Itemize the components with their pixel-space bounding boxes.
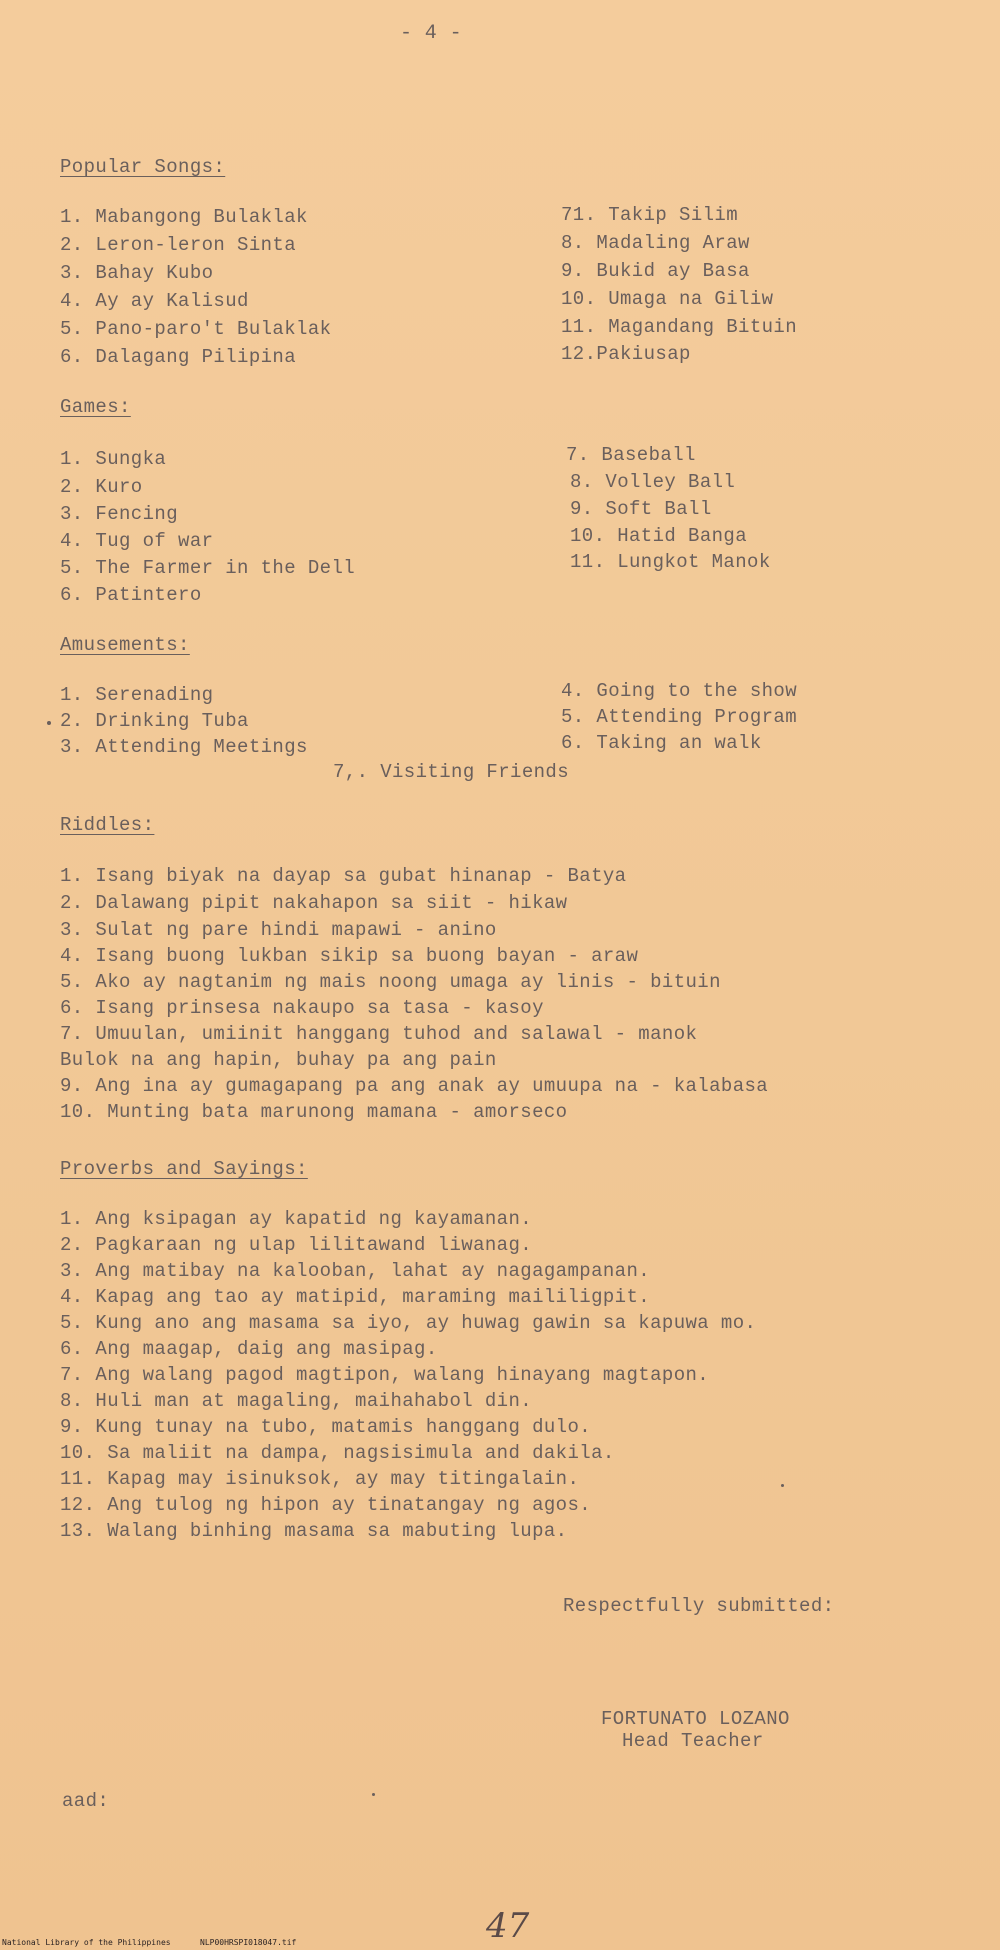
closing-text: Respectfully submitted:	[563, 1595, 835, 1617]
list-item: 4. Kapag ang tao ay matipid, maraming maililigpit.	[60, 1286, 651, 1308]
list-item: 10. Munting bata marunong mamana - amorseco	[60, 1101, 568, 1123]
list-item: 71. Takip Silim	[561, 204, 739, 226]
list-item: 5. Ako ay nagtanim ng mais noong umaga ay linis - bituin	[60, 971, 721, 993]
list-item: 6. Dalagang Pilipina	[60, 346, 297, 368]
list-item: 3. Ang matibay na kalooban, lahat ay nagagampanan.	[60, 1260, 651, 1282]
list-item: 12. Ang tulog ng hipon ay tinatangay ng agos.	[60, 1494, 592, 1516]
list-item: 6. Taking an walk	[561, 732, 762, 754]
list-item: 7. Baseball	[566, 444, 696, 466]
list-item: 7. Ang walang pagod magtipon, walang hinayang magtapon.	[60, 1364, 710, 1386]
ink-mark	[372, 1793, 375, 1796]
list-item: 1. Serenading	[60, 684, 214, 706]
amusements-center-item: 7,. Visiting Friends	[333, 761, 570, 783]
list-item: 13. Walang binhing masama sa mabuting lupa.	[60, 1520, 568, 1542]
signatory-title: Head Teacher	[622, 1730, 764, 1752]
ink-mark	[47, 721, 51, 725]
footer-library-name: National Library of the Philippines	[2, 1938, 171, 1947]
list-item: 1. Sungka	[60, 448, 167, 470]
list-item: 3. Sulat ng pare hindi mapawi - anino	[60, 919, 497, 941]
list-item: 5. Attending Program	[561, 706, 798, 728]
list-item: 6. Ang maagap, daig ang masipag.	[60, 1338, 438, 1360]
list-item: 9. Bukid ay Basa	[561, 260, 750, 282]
list-item: 9. Ang ina ay gumagapang pa ang anak ay umuupa na - kalabasa	[60, 1075, 769, 1097]
list-item: 7. Umuulan, umiinit hanggang tuhod and salawal - manok	[60, 1023, 698, 1045]
handwritten-page-number: 47	[486, 1906, 530, 1946]
list-item: 3. Attending Meetings	[60, 736, 308, 758]
footer-file-name: NLP00HRSPI018047.tif	[200, 1938, 297, 1947]
list-item: 2. Pagkaraan ng ulap lilitawand liwanag.	[60, 1234, 533, 1256]
typist-initials: aad:	[62, 1790, 110, 1812]
riddles-heading: Riddles:	[60, 814, 155, 836]
list-item: 5. Kung ano ang masama sa iyo, ay huwag gawin sa kapuwa mo.	[60, 1312, 757, 1334]
list-item: 4. Ay ay Kalisud	[60, 290, 249, 312]
list-item: 10. Sa maliit na dampa, nagsisimula and dakila.	[60, 1442, 615, 1464]
list-item: 10. Hatid Banga	[570, 525, 748, 547]
list-item: 8. Huli man at magaling, maihahabol din.	[60, 1390, 533, 1412]
list-item: Bulok na ang hapin, buhay pa ang pain	[60, 1049, 497, 1071]
amusements-heading: Amusements:	[60, 634, 190, 656]
list-item: 2. Kuro	[60, 476, 143, 498]
list-item: 1. Ang ksipagan ay kapatid ng kayamanan.	[60, 1208, 533, 1230]
list-item: 3. Fencing	[60, 503, 179, 525]
list-item: 1. Mabangong Bulaklak	[60, 206, 308, 228]
list-item: 1. Isang biyak na dayap sa gubat hinanap - Batya	[60, 865, 627, 887]
list-item: 8. Madaling Araw	[561, 232, 750, 254]
games-heading: Games:	[60, 396, 131, 418]
list-item: 4. Going to the show	[561, 680, 798, 702]
page-number: - 4 -	[400, 22, 463, 45]
list-item: 6. Isang prinsesa nakaupo sa tasa - kasoy	[60, 997, 544, 1019]
list-item: 5. Pano-paro't Bulaklak	[60, 318, 332, 340]
signatory-name: FORTUNATO LOZANO	[601, 1708, 790, 1730]
list-item: 5. The Farmer in the Dell	[60, 557, 356, 579]
list-item: 12.Pakiusap	[561, 343, 691, 365]
list-item: 8. Volley Ball	[570, 471, 736, 493]
list-item: 2. Leron-leron Sinta	[60, 234, 297, 256]
list-item: 6. Patintero	[60, 584, 202, 606]
list-item: 2. Dalawang pipit nakahapon sa siit - hikaw	[60, 892, 568, 914]
list-item: 9. Soft Ball	[570, 498, 712, 520]
ink-mark	[781, 1484, 784, 1487]
popular-songs-heading: Popular Songs:	[60, 156, 226, 178]
list-item: 10. Umaga na Giliw	[561, 288, 774, 310]
list-item: 11. Lungkot Manok	[570, 551, 771, 573]
list-item: 4. Tug of war	[60, 530, 214, 552]
list-item: 3. Bahay Kubo	[60, 262, 214, 284]
list-item: 2. Drinking Tuba	[60, 710, 249, 732]
list-item: 9. Kung tunay na tubo, matamis hanggang dulo.	[60, 1416, 592, 1438]
proverbs-heading: Proverbs and Sayings:	[60, 1158, 308, 1180]
list-item: 11. Magandang Bituin	[561, 316, 798, 338]
list-item: 4. Isang buong lukban sikip sa buong bayan - araw	[60, 945, 639, 967]
list-item: 11. Kapag may isinuksok, ay may titingalain.	[60, 1468, 580, 1490]
